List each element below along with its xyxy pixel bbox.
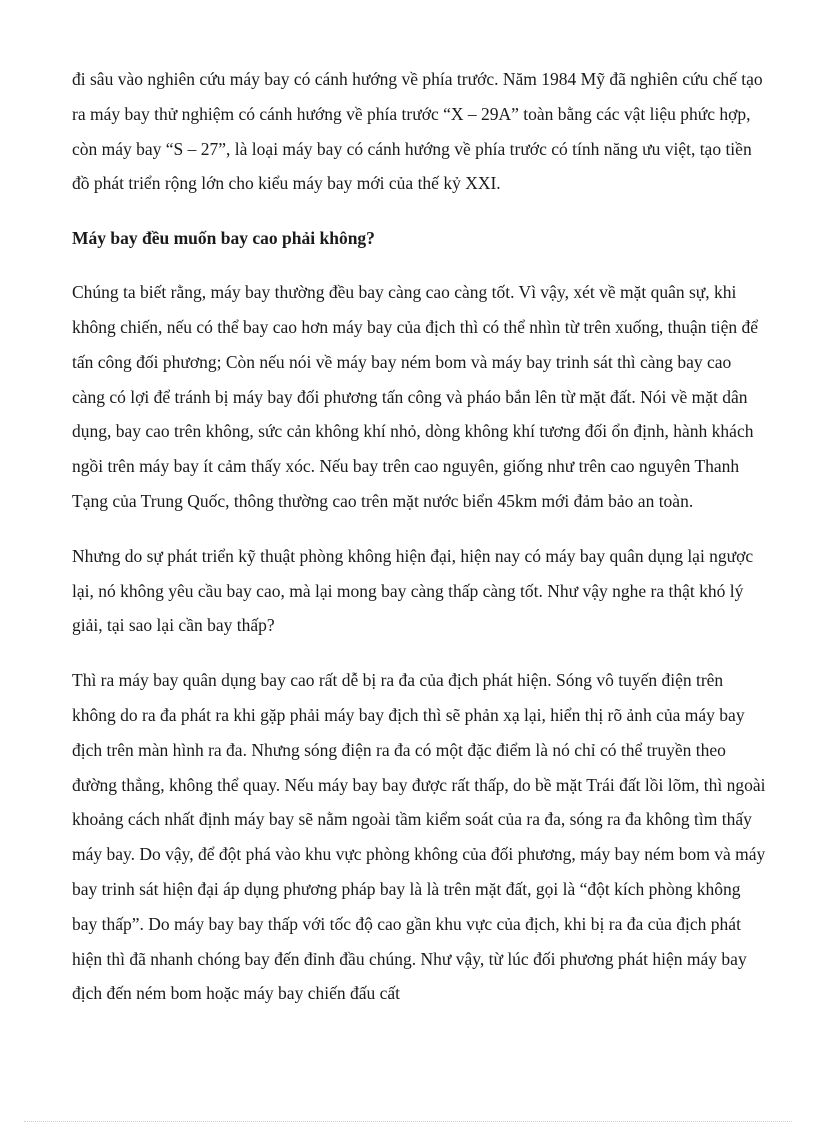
paragraph-intro: đi sâu vào nghiên cứu máy bay có cánh hướng về phía trước. Năm 1984 Mỹ đã nghiên cứu chế tạo ra máy bay thử nghiệm có cánh hướng về phía trước “X – 29A” toàn bằng các vật liệu phức hợp, còn máy bay “S – 27”, là loại máy bay có cánh hướng về phía trước có tính năng ưu việt, tạo tiền đồ phát triển rộng lớn cho kiểu máy bay mới của thế kỷ XXI. — [72, 69, 763, 194]
paragraph-high-flight: Chúng ta biết rằng, máy bay thường đều bay càng cao càng tốt. Vì vậy, xét về mặt quân sự, khi không chiến, nếu có thể bay cao hơn máy bay của địch thì có thể nhìn từ trên xuống, thuận tiện để tấn công đối phương; Còn nếu nói về máy bay ném bom và máy bay trinh sát thì càng bay cao càng có lợi để tránh bị máy bay đối phương tấn công và pháo bắn lên từ mặt đất. Nói về mặt dân dụng, bay cao trên không, sức cản không khí nhỏ, dòng không khí tương đối ổn định, hành khách ngồi trên máy bay ít cảm thấy xóc. Nếu bay trên cao nguyên, giống như trên cao nguyên Thanh Tạng của Trung Quốc, thông thường cao trên mặt nước biển 45km mới đảm bảo an toàn. — [72, 282, 758, 511]
document-page — [72, 62, 768, 1031]
paragraph-radar-explanation: Thì ra máy bay quân dụng bay cao rất dễ bị ra đa của địch phát hiện. Sóng vô tuyến điện trên không do ra đa phát ra khi gặp phải máy bay địch thì sẽ phản xạ lại, hiển thị rõ ảnh của máy bay địch trên màn hình ra đa. Nhưng sóng điện ra đa có một đặc điểm là nó chỉ có thể truyền theo đường thẳng, không thể quay. Nếu máy bay bay được rất thấp, do bề mặt Trái đất lồi lõm, thì ngoài khoảng cách nhất định máy bay sẽ nằm ngoài tầm kiểm soát của ra đa, sóng ra đa không tìm thấy máy bay. Do vậy, để đột phá vào khu vực phòng không của đối phương, máy bay ném bom và máy bay trinh sát hiện đại áp dụng phương pháp bay là là trên mặt đất, gọi là “đột kích phòng không bay thấp”. Do máy bay bay thấp với tốc độ cao gần khu vực của địch, khi bị ra đa của địch phát hiện thì đã nhanh chóng bay đến đỉnh đầu chúng. Như vậy, từ lúc đối phương phát hiện máy bay địch đến ném bom hoặc máy bay chiến đấu cất — [72, 670, 766, 1004]
page-bottom-divider — [24, 1121, 792, 1122]
paragraph-low-flight-question: Nhưng do sự phát triển kỹ thuật phòng không hiện đại, hiện nay có máy bay quân dụng lại ngược lại, nó không yêu cầu bay cao, mà lại mong bay càng thấp càng tốt. Như vậy nghe ra thật khó lý giải, tại sao lại cần bay thấp? — [72, 545, 754, 636]
section-heading: Máy bay đều muốn bay cao phải không? — [72, 228, 375, 249]
